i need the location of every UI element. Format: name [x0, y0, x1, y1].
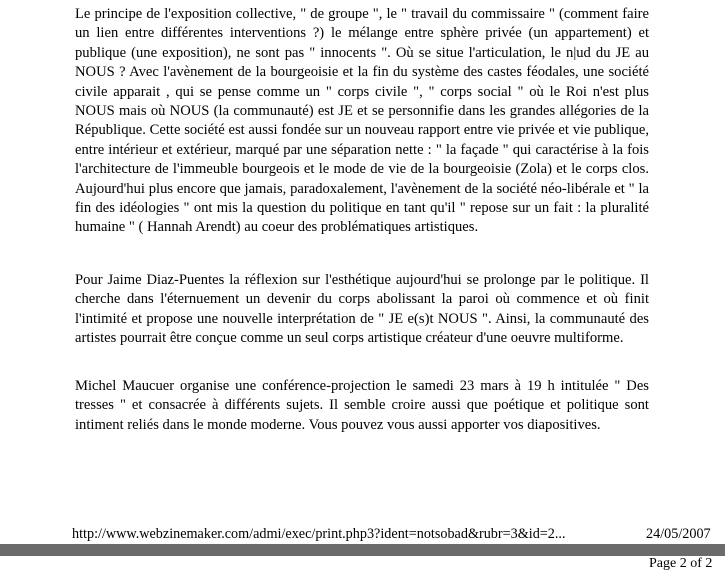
paragraph-jaime-diaz-puentes: Pour Jaime Diaz-Puentes la réflexion sur l'esthétique aujourd'hui se prolonge par le politique. Il cherche dans l'éternuement un devenir du corps abolissant la paroi où commence et où finit l'intimité et propose une nouvelle interprétation de " JE e(s)t NOUS ". Ainsi, la communauté des artistes pourrait être conçue comme un seul corps artistique créateur d'une oeuvre multiforme.	[75, 272, 649, 347]
paragraph-michel-maucuer: Michel Maucuer organise une conférence-projection le samedi 23 mars à 19 h intitulée " Des tresses " et consacrée à différents sujets. Il semble croire aussi que poétique et politique sont intiment reliés dans le monde moderne. Vous pouvez vous aussi apporter vos diapositives.	[75, 378, 649, 433]
page-number: Page 2 of 2	[649, 556, 713, 570]
page-separator	[0, 544, 725, 556]
paragraph-exposition-principle: Le principe de l'exposition collective, " de groupe ", le " travail du commissaire " (comment faire un lien entre différentes interventions ?) le mélange entre sphère privée (un appartement) et publique (une exposition), ne sont pas " innocents ". Où se situe l'articulation, le n|ud du JE au NOUS ? Avec l'avènement de la bourgeoisie et la fin du système des castes féodales, une société civile apparait , qui se pense comme un " corps civile ", " corps social " où le Roi n'est plus NOUS mais où NOUS (la communauté) est JE et se personnifie dans les grandes allégories de la République. Cette société est aussi fondée sur un nouveau rapport entre vie privée et vie publique, entre intérieur et extérieur, marqué par une séparation nette : " la façade " qui caractérise à la fois l'architecture de l'immeuble bourgeois et le mode de vie de la bourgeoisie (Zola) et le corps clos. Aujourd'hui plus encore que jamais, paradoxalement, l'avènement de la société néo-libérale et " la fin des idéologies " ont mis la question du politique en tant qu'il " repose sur un fait : la pluralité humaine " ( Hannah Arendt) au coeur des problématiques artistiques.	[75, 6, 649, 236]
footer-date: 24/05/2007	[646, 526, 711, 542]
footer-url: http://www.webzinemaker.com/admi/exec/print.php3?ident=notsobad&rubr=3&id=2...	[72, 526, 566, 542]
